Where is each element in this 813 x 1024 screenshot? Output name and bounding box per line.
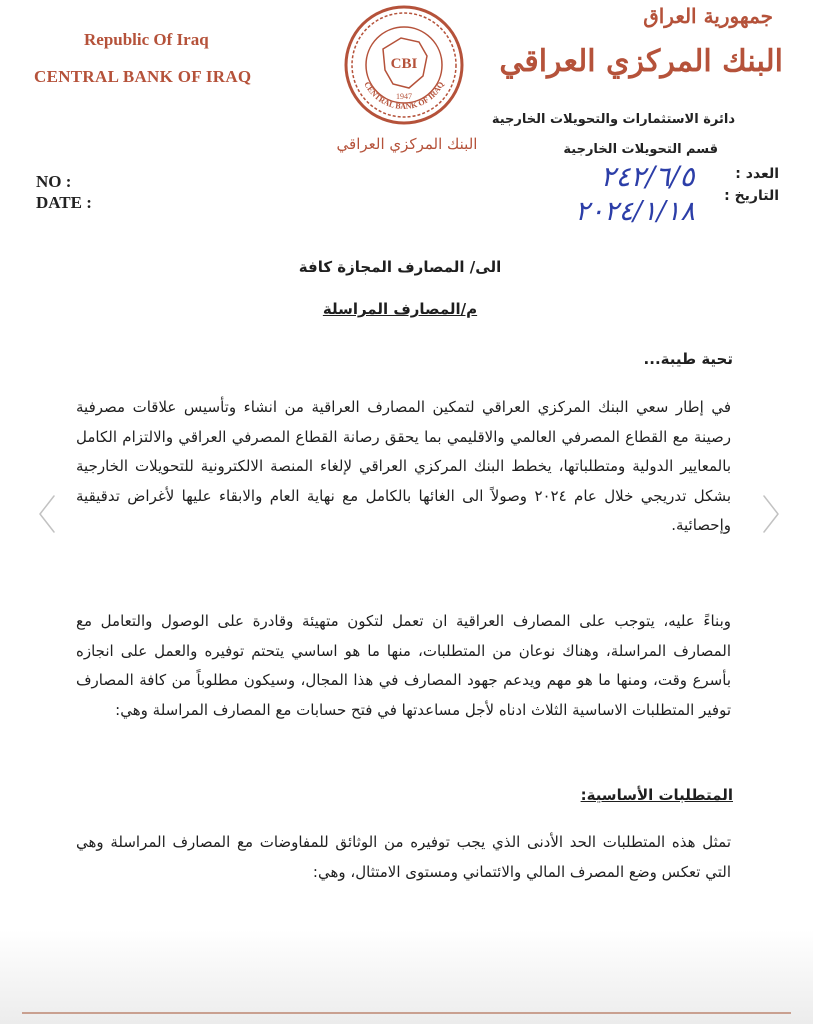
department-name: دائرة الاستثمارات والتحويلات الخارجية: [491, 112, 735, 127]
header-bank-ar: البنك المركزي العراقي: [499, 44, 783, 79]
chevron-right-icon[interactable]: [756, 490, 786, 538]
header-republic-ar: جمهورية العراق: [643, 4, 773, 28]
seal-ring-text: CENTRAL BANK OF IRAQ: [362, 80, 446, 112]
footer-rule: [22, 1012, 791, 1014]
cbi-seal-logo: [343, 4, 465, 126]
greeting: تحية طيبة...: [643, 350, 733, 368]
recipient-line: الى/ المصارف المجازة كافة: [298, 258, 502, 276]
header-republic-en: Republic Of Iraq: [84, 30, 209, 49]
body-paragraph-2: وبناءً عليه، يتوجب على المصارف العراقية ان تعمل لتكون متهيئة وقادرة على الوصول والتعامل مع المصارف المراسلة، وهناك نوعان من المتطلبات، منها ما هو اساسي يتحتم توفيره والعمل على انجازه بأسرع وقت، ومنها ما هو مهم ويدعم جهود المصارف في هذا المجال، وسيكون مطلوباً من كافة المصارف توفير المتطلبات الاساسية الثلاث ادناه لأجل مساعدتها في فتح حسابات مع المصارف المراسلة وهي:: [76, 612, 731, 719]
date-label: DATE :: [36, 193, 92, 212]
chevron-left-icon[interactable]: [32, 490, 62, 538]
date-label-ar: التاريخ :: [724, 188, 779, 204]
subject-text: م/المصارف المراسلة: [322, 300, 478, 318]
handwritten-date: ٢٠٢٤/١/١٨: [575, 196, 695, 227]
header-bank-en: CENTRAL BANK OF IRAQ: [34, 67, 252, 86]
seal-center-text: CBI: [390, 56, 418, 72]
seal-year: 1947: [396, 92, 412, 101]
body-paragraph-3: تمثل هذه المتطلبات الحد الأدنى الذي يجب توفيره من الوثائق للمفاوضات مع المصارف المراسلة وهي التي تعكس وضع المصرف المالي والائتماني ومستوى الامتثال، وهي:: [76, 833, 731, 881]
section-name: قسم التحويلات الخارجية: [563, 142, 718, 157]
seal-caption-ar: البنك المركزي العراقي: [336, 135, 478, 153]
handwritten-reference-number: ٢٤٢/٦/٥: [600, 160, 695, 193]
subject-line: [250, 300, 550, 318]
section-heading-basic-requirements: المتطلبات الأساسية:: [580, 786, 733, 804]
number-label-ar: العدد :: [735, 166, 779, 182]
bottom-fade: [0, 930, 813, 1024]
no-label: NO :: [36, 172, 72, 191]
body-paragraph-1: في إطار سعي البنك المركزي العراقي لتمكين المصارف العراقية من انشاء وتأسيس علاقات مصرفية رصينة مع القطاع المصرفي العالمي والاقليمي بما يحقق رصانة القطاع المصرفي العراقي والالتزام الكامل بالمعايير الدولية ومتطلباتها، يخطط البنك المركزي العراقي لإلغاء المنصة الالكترونية للتحويلات الخارجية بشكل تدريجي خلال عام ٢٠٢٤ وصولاً الى الغائها بالكامل مع نهاية العام والابقاء عليها لأغراض تدقيقية وإحصائية.: [76, 398, 731, 534]
